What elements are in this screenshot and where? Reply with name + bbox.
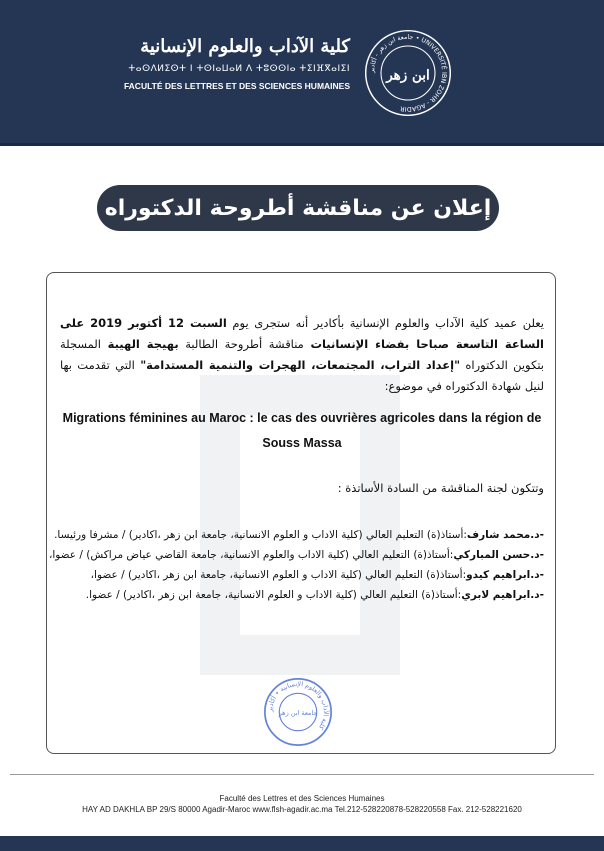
intro-text-part-1: يعلن عميد كلية الآداب والعلوم الإنسانية بأكادير أنه ستجرى يوم [226,316,545,330]
student-name: بهيجة الهيبة [107,337,179,351]
seal-center-text: ابن زهر [386,67,430,84]
stamp-center-text: جامعة ابن زهر [278,708,318,717]
announcement-intro [60,313,544,397]
intro-text-part-3: المسجلة بتكوين الدكتوراه [60,337,545,372]
footer-divider [10,774,594,775]
intro-text-part-4: التي تقدمت بها لنيل شهادة الدكتوراه في موضوع: [60,358,544,393]
defense-date-venue: السبت 12 أكتوبر 2019 على الساعة التاسعة صباحا بفضاء الإنسانيات [60,316,544,351]
member-details: :أستاذ(ة) التعليم العالي (كلية الاداب و العلوم الانسانية، جامعة ابن زهر ،اكادير) / عضوا. [85,589,462,601]
committee-member [54,525,544,545]
footer-bar [0,836,604,851]
member-details: :أستاذ(ة) التعليم العالي (كلية الاداب و العلوم الانسانية، جامعة ابن زهر ،اكادير) / مشرفا ورئيسا. [54,529,467,541]
stamp-ring-text: كلية الآداب والعلوم الإنسانية • أكادير [266,680,330,732]
member-name: -د.محمد شارف [466,529,544,541]
member-name: -د.ابراهيم كيدو [466,569,544,581]
page-header [0,0,604,143]
footer-faculty: Faculté des Lettres et des Sciences Humaines [219,794,385,803]
university-seal-logo [363,28,453,118]
committee-heading: وتتكون لجنة المناقشة من السادة الأساتذة : [337,481,544,495]
doctoral-program: "إعداد التراب، المجتمعات، الهجرات والتنمية المستدامة" [140,358,461,372]
official-stamp [262,676,334,748]
member-details: :أستاذ(ة) التعليم العالي (كلية الاداب و العلوم الانسانية، جامعة ابن زهر ،اكادير) / عضوا، [90,569,467,581]
committee-member [60,565,544,585]
committee-member [60,585,544,605]
faculty-name-french: FACULTÉ DES LETTRES ET DES SCIENCES HUMAINES [123,81,350,91]
member-name: -د.ابراهيم لابري [461,589,544,601]
header-divider [0,143,604,146]
faculty-name-arabic: كلية الآداب والعلوم الإنسانية [140,36,350,57]
intro-text-part-2: مناقشة أطروحة الطالبة [178,337,311,351]
committee-member [48,545,544,565]
seal-ring-text: جامعة ابن زهر - أكادير • UNIVERSITÉ IBN ZOHR - AGADIR [368,33,448,113]
member-name: -د.حسن المباركي [453,549,544,561]
thesis-title: Migrations féminines au Maroc : le cas des ouvrières agricoles dans la région de Souss Massa [62,411,542,450]
footer-contact: HAY AD DAKHLA BP 29/S 80000 Agadir-Maroc www.flsh-agadir.ac.ma Tel.212-528220878-528220558 Fax. 212-528221620 [82,805,522,814]
committee-list [48,525,544,605]
announcement-banner [97,185,499,231]
announcement-title: إعلان عن مناقشة أطروحة الدكتوراه [104,195,492,221]
faculty-name-tifinagh: ⵜⴰⵙⴷⵍⵉⵙⵜ ⵏ ⵜⵙⵏⴰⵡⴰⵍ ⴷ ⵜⵓⵙⵙⵏⴰ ⵜⵉⵏⴼⴳⴰⵏⵉⵏ [128,64,350,74]
member-details: :أستاذ(ة) التعليم العالي (كلية الاداب والعلوم الانسانية، جامعة القاضي عياض مراكش) / عضوا، [48,549,454,561]
